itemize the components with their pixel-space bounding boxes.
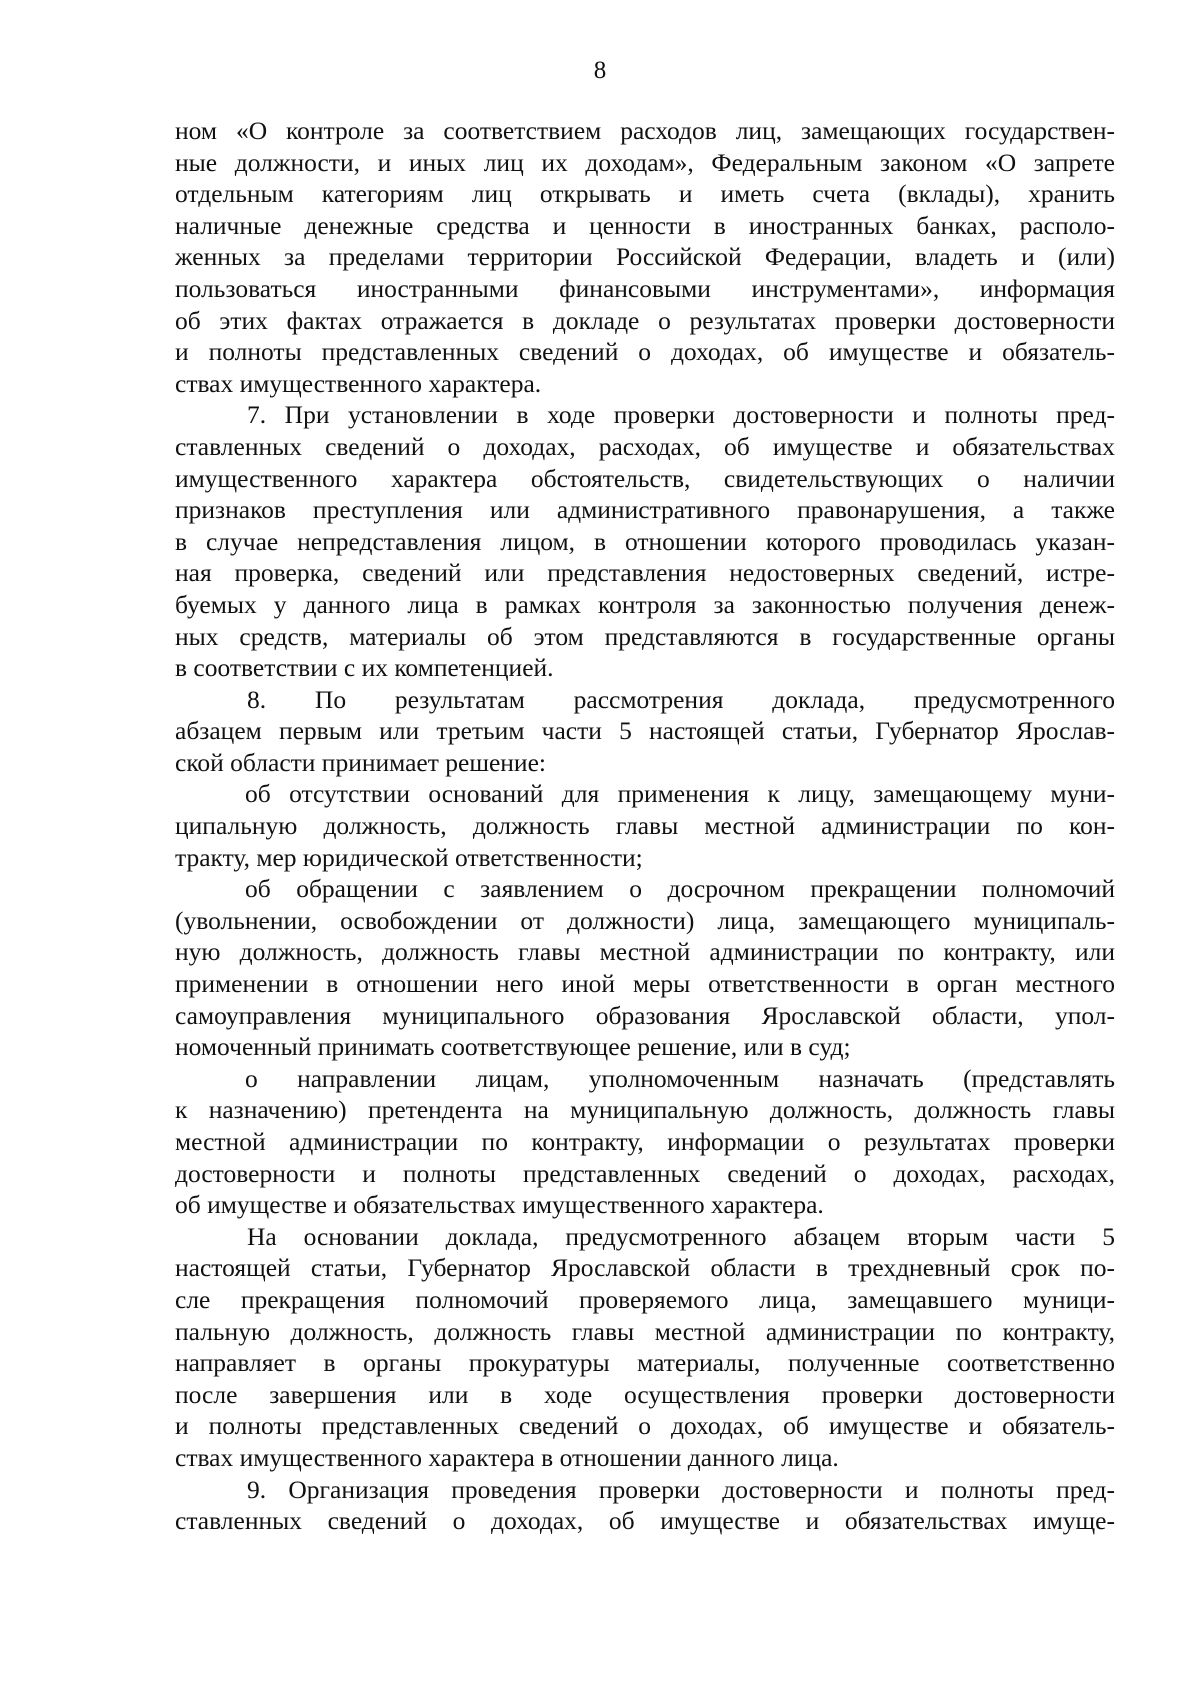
text-line: сле прекращения полномочий проверяемого лица, замещавшего муници- <box>175 1284 1115 1314</box>
text-line: направляет в органы прокуратуры материалы, полученные соответственно <box>175 1348 1115 1378</box>
text-line: в соответствии с их компетенцией. <box>175 653 554 683</box>
text-line: и полноты представленных сведений о доходах, об имуществе и обязатель- <box>175 337 1115 367</box>
text-line: признаков преступления или административного правонарушения, а также <box>175 495 1115 525</box>
text-line: ная проверка, сведений или представления недостоверных сведений, истре- <box>175 558 1115 588</box>
text-line: отдельным категориям лиц открывать и иметь счета (вклады), хранить <box>175 179 1115 209</box>
text-line: пользоваться иностранными финансовыми инструментами», информация <box>175 273 1115 303</box>
text-line: об имуществе и обязательствах имущественного характера. <box>175 1190 824 1220</box>
text-line: ципальную должность, должность главы местной администрации по кон- <box>175 811 1115 841</box>
text-line: наличные денежные средства и ценности в иностранных банках, располо- <box>175 210 1115 240</box>
text-line: тракту, мер юридической ответственности; <box>175 842 643 872</box>
text-line: ставленных сведений о доходах, об имуществе и обязательствах имуще- <box>175 1506 1115 1536</box>
text-line: ствах имущественного характера в отношении данного лица. <box>175 1442 839 1472</box>
text-line: об обращении с заявлением о досрочном прекращении полномочий <box>245 874 1115 904</box>
text-line: номоченный принимать соответствующее решение, или в суд; <box>175 1032 851 1062</box>
text-line: об этих фактах отражается в докладе о результатах проверки достоверности <box>175 305 1115 335</box>
text-line: 8. По результатам рассмотрения доклада, предусмотренного <box>247 684 1115 714</box>
text-line: имущественного характера обстоятельств, свидетельствующих о наличии <box>175 463 1115 493</box>
text-line: (увольнении, освобождении от должности) лица, замещающего муниципаль- <box>175 905 1115 935</box>
text-line: ных средств, материалы об этом представляются в государственные органы <box>175 621 1115 651</box>
text-line: самоуправления муниципального образования Ярославской области, упол- <box>175 1000 1115 1030</box>
page-number: 8 <box>593 57 607 84</box>
text-line: в случае непредставления лицом, в отношении которого проводилась указан- <box>175 526 1115 556</box>
text-line: ную должность, должность главы местной администрации по контракту, или <box>175 937 1115 967</box>
text-line: к назначению) претендента на муниципальную должность, должность главы <box>175 1095 1115 1125</box>
text-line: об отсутствии оснований для применения к лицу, замещающему муни- <box>245 779 1115 809</box>
text-line: о направлении лицам, уполномоченным назначать (представлять <box>245 1063 1115 1093</box>
text-line: ные должности, и иных лиц их доходам», Федеральным законом «О запрете <box>175 147 1115 177</box>
text-line: абзацем первым или третьим части 5 настоящей статьи, Губернатор Ярослав- <box>175 716 1115 746</box>
text-line: 7. При установлении в ходе проверки достоверности и полноты пред- <box>247 400 1115 430</box>
text-line: ном «О контроле за соответствием расходов лиц, замещающих государствен- <box>175 116 1115 145</box>
document-body <box>175 115 1115 1537</box>
text-line: достоверности и полноты представленных сведений о доходах, расходах, <box>175 1158 1115 1188</box>
text-line: ской области принимает решение: <box>175 747 546 777</box>
text-line: после завершения или в ходе осуществления проверки достоверности <box>175 1379 1115 1409</box>
text-line: 9. Организация проведения проверки достоверности и полноты пред- <box>247 1474 1115 1504</box>
text-line: настоящей статьи, Губернатор Ярославской области в трехдневный срок по- <box>175 1253 1115 1283</box>
text-line: На основании доклада, предусмотренного абзацем вторым части 5 <box>247 1221 1115 1251</box>
text-line: местной администрации по контракту, информации о результатах проверки <box>175 1127 1115 1156</box>
text-line: женных за пределами территории Российской Федерации, владеть и (или) <box>175 242 1115 272</box>
text-line: ставленных сведений о доходах, расходах, об имуществе и обязательствах <box>175 431 1115 461</box>
text-line: пальную должность, должность главы местной администрации по контракту, <box>175 1316 1115 1346</box>
text-line: и полноты представленных сведений о доходах, об имуществе и обязатель- <box>175 1411 1115 1441</box>
text-line: ствах имущественного характера. <box>175 368 542 398</box>
text-line: применении в отношении него иной меры ответственности в орган местного <box>175 969 1115 999</box>
text-line: буемых у данного лица в рамках контроля за законностью получения денеж- <box>175 589 1115 619</box>
